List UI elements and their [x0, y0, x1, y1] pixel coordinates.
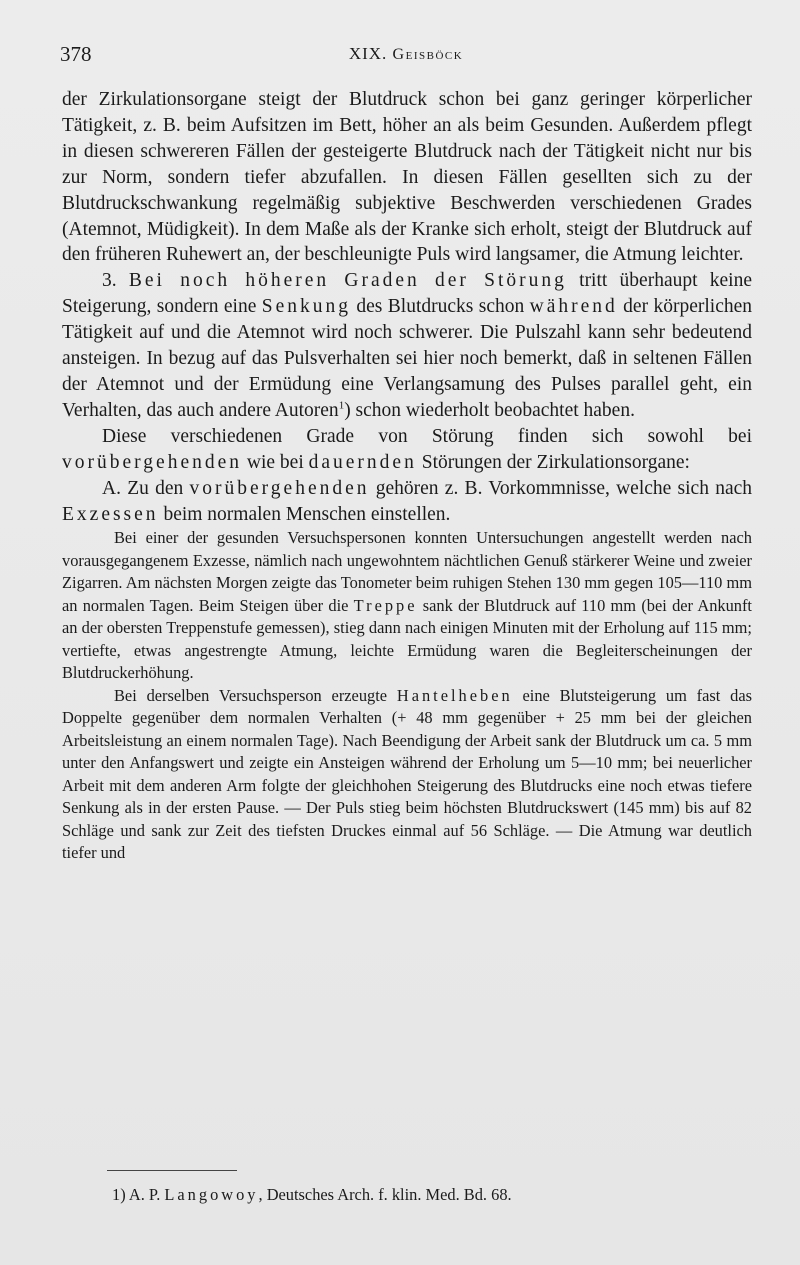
emphasis-text: Senkung — [261, 296, 351, 318]
paragraph-text: eine Blutsteigerung um fast das Doppelte gegenüber dem normalen Verhalten (+ 48 mm gegenüber + 25 mm bei der gleichen Arbeitsleistung an einem normalen Tage). Nach Beendigung der Arbeit sank der Blutdruck um ca. 5 mm unter den Anfangswert und zeigte ein Ansteigen während der Erholung um 5—10 mm; bei neuerlicher Arbeit mit dem anderen Arm folgte der gleichhohen Steigerung des Blutdrucks eine noch etwas tiefere Senkung als in der ersten Pause. — Der Puls stieg beim höchsten Blutdruckswert (145 mm) bis auf 82 Schläge und sank zur Zeit des tiefsten Druckes einmal auf 56 Schläge. — Die Atmung war deutlich tiefer und — [62, 685, 752, 863]
paragraph-5 — [62, 527, 752, 685]
paragraph-text: des Blutdrucks schon — [351, 296, 530, 318]
emphasis-text: Exzessen — [62, 503, 159, 525]
footnote-rule — [107, 1170, 237, 1171]
page-number: 378 — [60, 42, 92, 66]
emphasis-text: dauernden — [308, 451, 417, 473]
paragraph-text: beim normalen Menschen einstellen. — [158, 503, 451, 525]
page-header — [60, 42, 752, 72]
running-head — [60, 44, 752, 64]
paragraph-1: der Zirkulationsorgane steigt der Blutdruck schon bei ganz geringer körperlicher Tätigkeit, z. B. beim Aufsitzen im Bett, höher an als beim Gesunden. Außerdem pflegt in diesen schwereren Fällen der gesteigerte Blutdruck nach der Tätigkeit nicht nur bis zur Norm, sondern tiefer abzufallen. In diesen Fällen gesellten sich zu der Blutdruckschwankung regelmäßig subjektive Beschwerden verschiedenen Grades (Atemnot, Müdigkeit). In dem Maße als der Kranke sich erholt, steigt der Blutdruck auf den früheren Ruhewert an, der beschleunigte Puls wird langsamer, die Atmung leichter. — [62, 89, 752, 266]
paragraph-text: Bei derselben Versuchsperson erzeugte — [114, 685, 397, 705]
footnote-text: A. P. — [128, 1185, 165, 1204]
paragraph-text: sank der Blutdruck auf 110 mm (bei der Ankunft an der obersten Treppenstufe gemessen), stieg dann nach einigen Minuten mit der Erholung auf 115 mm; vertiefte, etwas angestrengte Atmung, leichte Ermüdung waren die Begleiterscheinungen der Blutdruckerhöhung. — [62, 595, 752, 683]
footnote-ref: 1 — [338, 399, 345, 412]
paragraph-text: gehören z. B. Vorkommnisse, welche sich nach — [369, 477, 753, 499]
small-print-section — [62, 527, 752, 865]
paragraph-4 — [62, 476, 752, 528]
emphasis-text: Treppe — [353, 595, 418, 615]
paragraph-text: A. Zu den — [102, 477, 190, 499]
running-head-author: Geisböck — [392, 46, 464, 63]
emphasis-text: vorübergehenden — [62, 451, 243, 473]
paragraph-3 — [62, 424, 752, 476]
body-text — [62, 87, 752, 865]
emphasis-text: vorübergehenden — [189, 477, 370, 499]
main-text — [62, 87, 752, 527]
footnote-number: 1) — [112, 1185, 126, 1204]
footnote — [112, 1184, 752, 1206]
paragraph-text: Diese verschiedenen Grade von Störung finden sich sowohl bei — [102, 425, 752, 447]
emphasis-text: Bei noch höheren Graden der Störung — [128, 270, 567, 292]
emphasis-text: während — [529, 296, 618, 318]
paragraph-text: Störungen der Zirkulationsorgane: — [416, 451, 690, 473]
paragraph-text: der körperlichen Tätigkeit auf und die Atemnot wird noch schwerer. Die Pulszahl kann sehr bedeutend ansteigen. In bezug auf das Pulsverhalten sei hier noch bemerkt, daß in seltenen Fällen der Atemnot und der Ermüdung eine Verlangsamung des Pulses parallel geht, ein Verhalten, das auch andere Autoren — [62, 296, 752, 421]
emphasis-text: Hantelheben — [396, 685, 513, 705]
footnote-author: Langowoy — [164, 1185, 259, 1204]
paragraph-text: wie bei — [242, 451, 309, 473]
paragraph-2 — [62, 268, 752, 423]
paragraph-2-number: 3. — [102, 270, 129, 292]
chapter-numeral: XIX. — [348, 44, 388, 63]
paragraph-text: ) schon wiederholt beobachtet haben. — [344, 399, 635, 421]
paragraph-6 — [62, 685, 752, 865]
paragraph-text: tritt überhaupt keine Steigerung, sondern eine — [62, 270, 752, 318]
paragraph-text: Bei einer der gesunden Versuchspersonen konnten Untersuchungen angestellt werden nach vorausgegangenem Exzesse, nämlich nach ungewohntem nächtlichen Genuß stärkerer Weine und zweier Zigarren. Am nächsten Morgen zeigte das Tonometer beim ruhigen Stehen 130 mm gegen 105—110 mm an normalen Tagen. Beim Steigen über die — [62, 528, 752, 615]
footnote-citation: , Deutsches Arch. f. klin. Med. Bd. 68. — [258, 1185, 512, 1204]
